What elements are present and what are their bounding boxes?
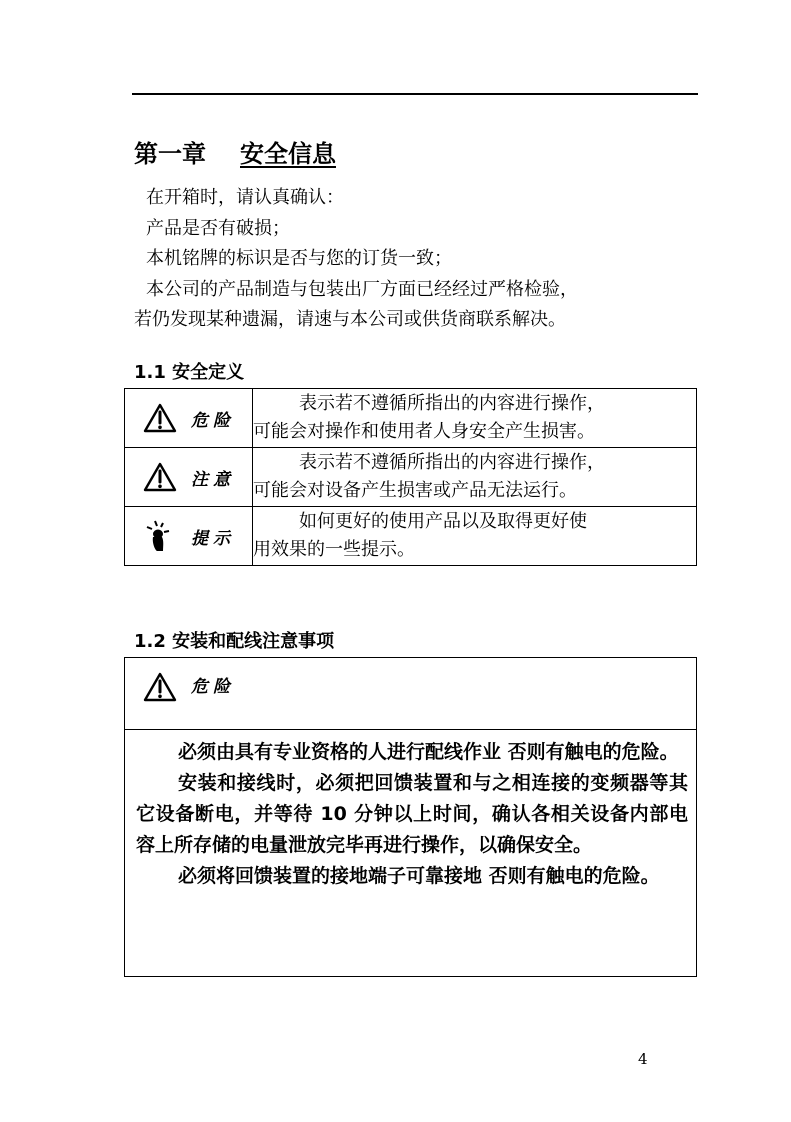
definition-text	[253, 448, 697, 507]
warning-triangle-icon	[143, 462, 177, 492]
definition-text	[253, 389, 697, 448]
definition-line: 如何更好的使用产品以及取得更好使	[299, 511, 587, 532]
chapter-number: 第一章	[134, 140, 206, 168]
intro-line: 若仍发现某种遗漏，请速与本公司或供货商联系解决。	[134, 309, 566, 330]
chapter-heading	[134, 138, 336, 170]
danger-paragraph: 安装和接线时，必须把回馈装置和与之相连接的变频器等其它设备断电，并等待 10 分钟以上时间，确认各相关设备内部电容上所存储的电量泄放完毕再进行操作，以确保安全。	[136, 772, 688, 856]
section-heading-safety-definitions: 1.1 安全定义	[134, 362, 245, 383]
danger-notice-header	[125, 658, 696, 730]
definition-line: 表示若不遵循所指出的内容进行操作，	[299, 452, 605, 473]
definition-label: 注意	[191, 469, 235, 490]
definition-line: 用效果的一些提示。	[253, 539, 415, 560]
definition-line: 可能会对操作和使用者人身安全产生损害。	[253, 421, 595, 442]
definition-line: 表示若不遵循所指出的内容进行操作，	[299, 393, 605, 414]
definition-label: 提示	[191, 528, 235, 549]
warning-triangle-icon	[143, 672, 177, 702]
warning-triangle-icon	[143, 403, 177, 433]
danger-paragraph: 必须由具有专业资格的人进行配线作业 否则有触电的危险。	[178, 741, 679, 763]
definition-text	[253, 507, 697, 566]
section-heading-installation-wiring: 1.2 安装和配线注意事项	[134, 631, 335, 652]
definition-line: 可能会对设备产生损害或产品无法运行。	[253, 480, 577, 501]
intro-line: 在开箱时，请认真确认：	[146, 187, 344, 208]
definition-icon-cell	[125, 507, 253, 566]
intro-line: 本机铭牌的标识是否与您的订货一致；	[146, 248, 452, 269]
header-rule	[132, 93, 698, 95]
danger-label: 危险	[191, 677, 235, 697]
table-row	[125, 389, 697, 448]
danger-notice-body	[125, 730, 696, 892]
page-number: 4	[638, 1050, 648, 1068]
danger-notice-box	[124, 657, 697, 977]
safety-definitions-table	[124, 388, 697, 566]
lightbulb-hand-icon	[143, 519, 177, 553]
danger-paragraph: 必须将回馈装置的接地端子可靠接地 否则有触电的危险。	[178, 865, 660, 887]
definition-icon-cell	[125, 448, 253, 507]
definition-label: 危险	[191, 410, 235, 431]
intro-text	[134, 183, 694, 336]
intro-line: 本公司的产品制造与包装出厂方面已经经过严格检验，	[146, 278, 578, 300]
chapter-title: 安全信息	[240, 140, 336, 168]
table-row	[125, 507, 697, 566]
intro-line: 产品是否有破损；	[146, 217, 290, 239]
table-row	[125, 448, 697, 507]
definition-icon-cell	[125, 389, 253, 448]
